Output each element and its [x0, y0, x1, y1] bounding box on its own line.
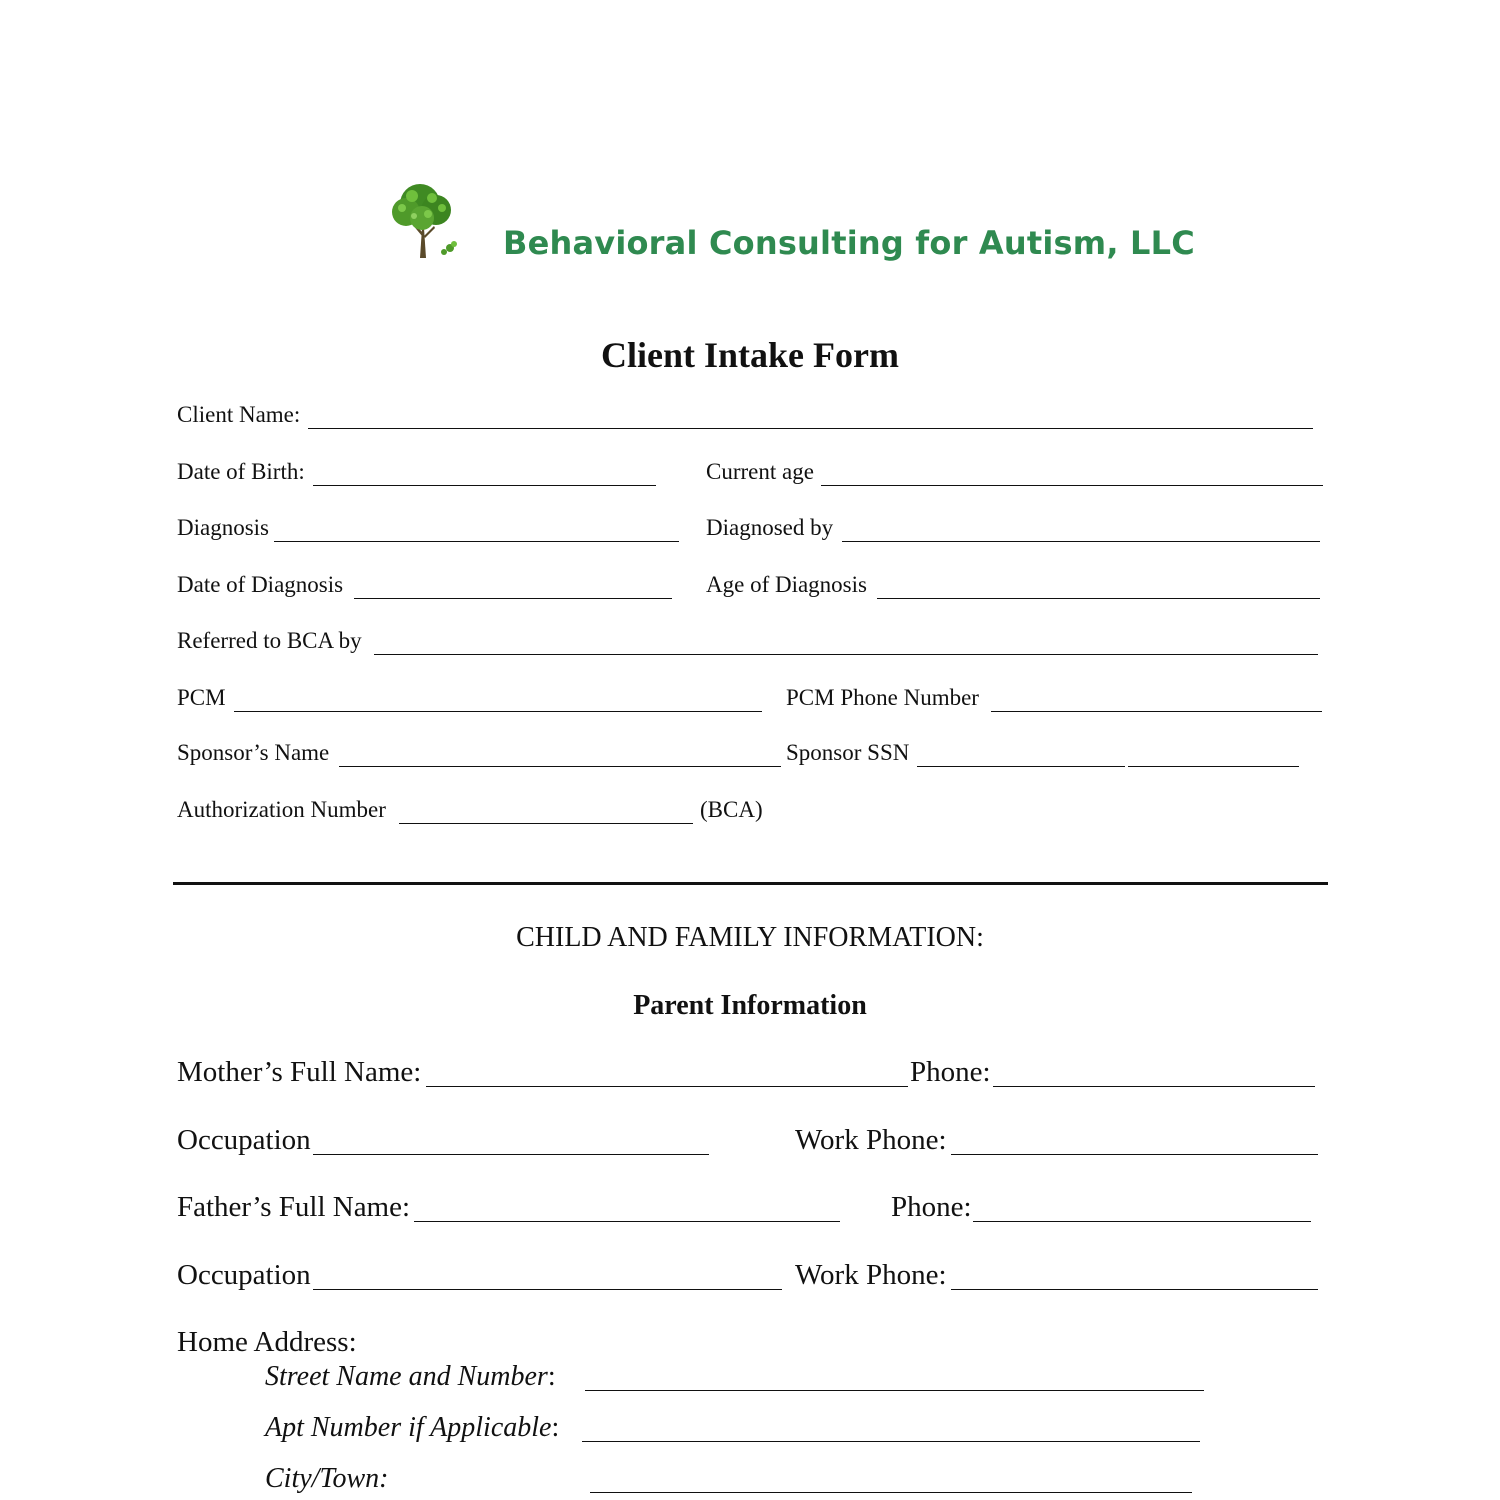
- pcm-phone-field[interactable]: [991, 711, 1322, 712]
- apt-field[interactable]: [582, 1441, 1200, 1442]
- sponsor-name-label: Sponsor’s Name: [177, 740, 330, 765]
- street-label-colon: :: [547, 1361, 556, 1392]
- mother-name-label: Mother’s Full Name:: [177, 1056, 422, 1088]
- father-name-field[interactable]: [414, 1221, 840, 1222]
- authorization-suffix: (BCA): [700, 797, 763, 822]
- company-name: Behavioral Consulting for Autism, LLC: [503, 224, 1195, 262]
- mother-work-phone-field[interactable]: [951, 1154, 1318, 1155]
- current-age-label: Current age: [706, 459, 814, 484]
- age-of-diagnosis-label: Age of Diagnosis: [706, 572, 867, 597]
- date-of-birth-field[interactable]: [313, 485, 656, 486]
- date-of-diagnosis-field[interactable]: [354, 598, 672, 599]
- father-work-phone-field[interactable]: [951, 1289, 1318, 1290]
- pcm-label: PCM: [177, 685, 226, 710]
- current-age-field[interactable]: [821, 485, 1323, 486]
- sub-heading: Parent Information: [633, 990, 867, 1021]
- diagnosed-by-field[interactable]: [842, 541, 1320, 542]
- father-work-phone-label: Work Phone:: [795, 1259, 947, 1291]
- mother-phone-field[interactable]: [993, 1086, 1315, 1087]
- street-field[interactable]: [585, 1390, 1204, 1391]
- father-name-label: Father’s Full Name:: [177, 1191, 411, 1223]
- apt-label-text: Apt Number if Applicable: [265, 1412, 552, 1443]
- authorization-number-field[interactable]: [399, 823, 693, 824]
- sponsor-name-field[interactable]: [339, 766, 781, 767]
- father-occupation-field[interactable]: [313, 1289, 782, 1290]
- client-name-field[interactable]: [308, 428, 1313, 429]
- diagnosis-field[interactable]: [274, 541, 679, 542]
- section-heading: CHILD AND FAMILY INFORMATION:: [516, 922, 984, 953]
- home-address-label: Home Address:: [177, 1326, 357, 1358]
- age-of-diagnosis-field[interactable]: [877, 598, 1320, 599]
- apt-label: [265, 1412, 559, 1444]
- father-phone-field[interactable]: [973, 1221, 1311, 1222]
- mother-name-field[interactable]: [426, 1086, 908, 1087]
- referred-by-field[interactable]: [374, 654, 1318, 655]
- page-title: Client Intake Form: [601, 335, 899, 375]
- father-phone-label: Phone:: [891, 1191, 972, 1223]
- father-occupation-label: Occupation: [177, 1259, 311, 1291]
- mother-work-phone-label: Work Phone:: [795, 1124, 947, 1156]
- date-of-diagnosis-label: Date of Diagnosis: [177, 572, 344, 597]
- date-of-birth-label: Date of Birth:: [177, 459, 305, 484]
- city-field[interactable]: [590, 1492, 1192, 1493]
- sponsor-ssn-field-part1[interactable]: [917, 766, 1125, 767]
- pcm-phone-label: PCM Phone Number: [786, 685, 979, 710]
- referred-by-label: Referred to BCA by: [177, 628, 362, 653]
- mother-occupation-field[interactable]: [313, 1154, 709, 1155]
- tree-logo-icon: [384, 180, 460, 260]
- pcm-field[interactable]: [234, 711, 762, 712]
- sponsor-ssn-label: Sponsor SSN: [786, 740, 910, 765]
- apt-label-colon: :: [551, 1412, 560, 1443]
- section-divider: [173, 882, 1328, 885]
- street-label-text: Street Name and Number: [265, 1361, 548, 1392]
- authorization-number-label: Authorization Number: [177, 797, 386, 822]
- street-label: [265, 1361, 556, 1393]
- mother-occupation-label: Occupation: [177, 1124, 311, 1156]
- sponsor-ssn-field-part2[interactable]: [1128, 766, 1299, 767]
- client-name-label: Client Name:: [177, 402, 301, 427]
- diagnosis-label: Diagnosis: [177, 515, 269, 540]
- city-label: City/Town:: [265, 1463, 389, 1494]
- mother-phone-label: Phone:: [910, 1056, 991, 1088]
- diagnosed-by-label: Diagnosed by: [706, 515, 834, 540]
